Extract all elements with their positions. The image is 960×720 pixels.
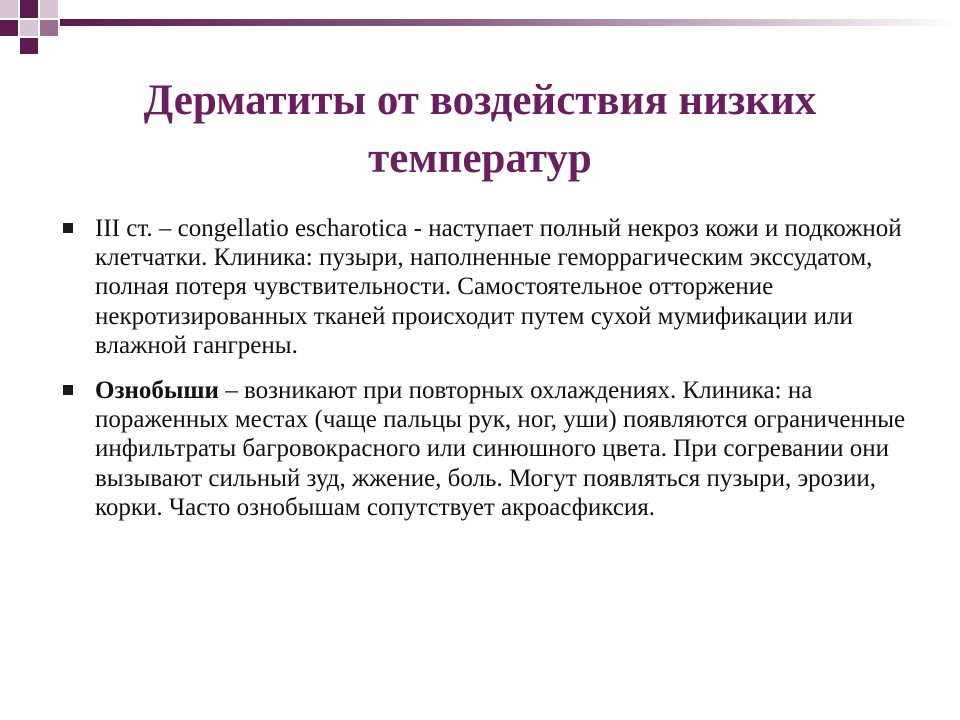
deco-square [20, 20, 38, 36]
deco-square [0, 20, 18, 36]
bullet-item [58, 376, 908, 522]
header-decoration [0, 0, 960, 56]
bullet-text: – возникают при повторных охлаждениях. Клиника: на пораженных местах (чаще пальцы рук, ног, уши) появляются ограниченные инфильтраты багровокрасного или синюшного цвета. При согревании они вызывают сильный зуд, жжение, боль. Могут появляться пузыри, эрозии, корки. Часто ознобышам сопутствует акроасфиксия. [95, 377, 906, 521]
square-bullet-icon [63, 223, 73, 233]
header-gradient-band [60, 19, 960, 26]
bullet-text: III ст. – congellatio escharotica - наступает полный некроз кожи и подкожной клетчатки. Клиника: пузыри, наполненные геморрагическим экссудатом, полная потеря чувствительности. Самостоятельное отторжение некротизированных тканей происходит путем сухой мумификации или влажной гангрены. [95, 215, 902, 359]
bullet-list [58, 214, 908, 538]
deco-square [20, 38, 38, 54]
deco-square [0, 0, 18, 18]
bullet-term: Ознобыши [95, 377, 219, 405]
deco-square [20, 0, 38, 18]
slide-title: Дерматиты от воздействия низких температур [143, 77, 817, 182]
deco-square [40, 20, 58, 36]
bullet-item [58, 214, 908, 360]
deco-square [40, 0, 58, 18]
square-bullet-icon [63, 385, 73, 395]
